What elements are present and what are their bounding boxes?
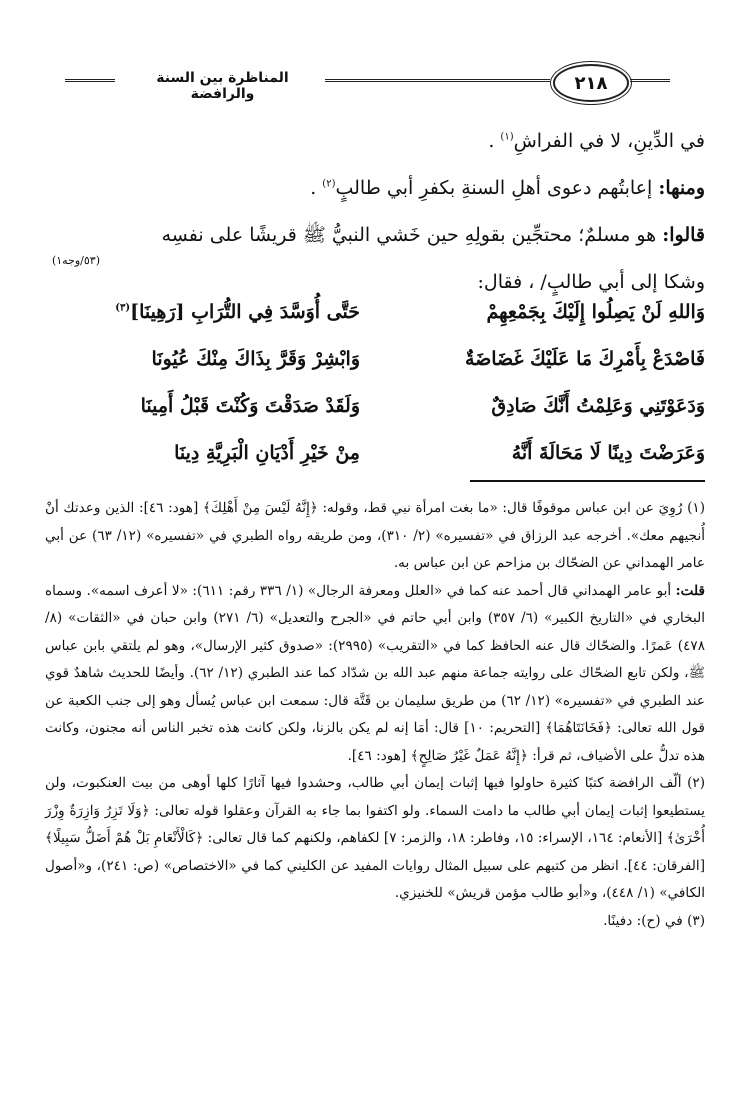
footnote-number: (٢) (687, 775, 705, 791)
header-rule-middle (325, 79, 550, 85)
poem (45, 288, 705, 476)
footnote-ref-3[interactable]: (٣) (115, 302, 131, 314)
footnote-separator (470, 480, 705, 482)
main-line-1: في الدِّينِ، لا في الفراشِ$^{(١)}$ . (488, 130, 705, 152)
footnote-3: (٣) في (ح): دفينًا. (603, 912, 705, 929)
running-title: المناظرة بين السنة والرافضة (156, 70, 289, 102)
header-rule-left (65, 79, 115, 85)
verse-second-hemistich: مِنْ خَيْرِ أَدْيَانِ الْبَرِيَّةِ دِينَا (174, 441, 360, 464)
page-number: ٢١٨ (553, 64, 629, 102)
footnote-number: (٣) (687, 912, 705, 929)
running-header (60, 62, 680, 102)
poem-verse (45, 429, 705, 476)
footnote-number: (١) (687, 500, 706, 516)
verse-first-hemistich: فَاصْدَعْ بِأَمْرِكَ مَا عَلَيْكَ غَضَاضَةٌ (464, 347, 705, 370)
manuscript-margin-note: (٥٣/وجه١) (51, 254, 100, 267)
main-text (45, 118, 705, 306)
verse-first-hemistich: وَاللهِ لَنْ يَصِلُوا إِلَيْكَ بِجَمْعِهِمْ (486, 300, 705, 323)
verse-second-hemistich: وَابْشِرْ وَقَرَّ بِذَاكَ مِنْكَ عُيُونَا (151, 347, 360, 370)
verse-first-hemistich: وَعَرَضْتَ دِينًا لَا مَحَالَةَ أَنَّهُ (511, 441, 705, 464)
verse-second-hemistich: حَتَّى أُوَسَّدَ فِي التُّرَابِ [رَهِينَا]$^{(٣)}$ (115, 300, 360, 323)
footnote-1-continued: قلت: أبو عامر الهمداني قال أحمد عنه كما في «العلل ومعرفة الرجال» (١/ ٣٣٦ رقم: ٦١١): «لا أعرف اسمه». وسماه البخاري في «التاريخ الكبير» (٦/ ٣٥٧) وابن أبي حاتم في «الجرح والتعديل» (٦/ ٢٧١) وابن حبان في «الثقات» (٨/ ٤٧٨) عَمرًا. والضحّاك قال عنه الحافظ كما في «التقريب» (٢٩٩٥): «صدوق كثير الإرسال»، وهو لم يلتقي بابن عباس ﷺ، ولكن تابع الضحّاك على روايته جماعة منهم عبد الله بن شدّاد كما عند الطبري (١٢/ ٦٢). وأيضًا للحديث شاهدٌ قوي عند الطبري في «تفسيره» (١٢/ ٦٢) من طريق سليمان بن قَتَّة قال: سمعت ابن عباس يُسأل وهو إلى جنب الكعبة عن قول الله تعالى: ﴿فَخَانَتَاهُمَا﴾ [التحريم: ١٠] قال: أمَا إنه لم يكن بالزنا، ولكن كانت هذه تخبر الناس أنه مجنون، وكانت هذه تدلُّ على الأضياف، ثم قرأ: ﴿إِنَّهُ عَمَلٌ غَيْرُ صَالِحٍ﴾ [هود: ٤٦]. (45, 582, 706, 764)
verse-first-hemistich: وَدَعَوْتَنِي وَعَلِمْتُ أَنَّكَ صَادِقٌ (491, 394, 705, 417)
poem-verse (45, 335, 705, 382)
main-line-2: ومنها: إعابتُهم دعوى أهلِ السنةِ بكفرِ أبي طالبٍ$^{(٢)}$ . (310, 177, 705, 199)
header-rule-right (630, 79, 670, 85)
footnotes (45, 495, 705, 935)
poem-verse (45, 382, 705, 429)
main-line-3: قالوا: هو مسلمٌ؛ محتجِّين بقولِهِ حين خَشي النبيُّ ﷺ قريشًا على نفسِه (161, 224, 705, 246)
main-line-4: وشكا إلى أبي طالبٍ/ ، فقال: (477, 271, 705, 293)
poem-verse (45, 288, 705, 335)
verse-second-hemistich: وَلَقَدْ صَدَقْتَ وَكُنْتَ قَبْلُ أَمِينَا (140, 394, 360, 417)
footnote-ref-1[interactable]: (١) (500, 131, 514, 143)
footnote-2: (٢) ألّف الرافضة كتبًا كثيرة حاولوا فيها إثبات إيمان أبي طالب، وحشدوا فيها آثارًا كلها أوهى من بيت العنكبوت، ولن يستطيعوا إثبات إيمان أبي طالب ما دامت السماء. ولو اكتفوا بما جاء به القرآن وعقلوا قوله تعالى: ﴿وَلَا تَزِرُ وَازِرَةٌ وِزْرَ أُخْرَىٰ﴾ [الأنعام: ١٦٤، الإسراء: ١٥، وفاطر: ١٨، والزمر: ٧] لكفاهم، ولكنهم كما قال تعالى: ﴿كَالْأَنْعَامِ بَلْ هُمْ أَضَلُّ سَبِيلًا﴾ [الفرقان: ٤٤]. انظر من كتبهم على سبيل المثال روايات المفيد عن الكليني كما في «الاختصاص» (ص: ٢٤١)، و«أصول الكافي» (١/ ٤٤٨)، و«أبو طالب مؤمن قريش» للخنيزي. (45, 775, 705, 901)
footnote-1: (١) رُوِيَ عن ابن عباس موقوفًا قال: «ما بغت امرأة نبي قط، وقوله: ﴿إِنَّهُ لَيْسَ مِنْ أَهْلِكَ﴾ [هود: ٤٦]: الذين وعدتك أنْ أُنجيهم معك». أخرجه عبد الرزاق في «تفسيره» (٢/ ٣١٠)، ومن طريقه رواه الطبري في «تفسيره» (١٢/ ٦٣) عن أبي عامر الهمداني عن الضحّاك بن مزاحم عن ابن عباس به. (45, 500, 706, 571)
footnote-ref-2[interactable]: (٢) (322, 178, 336, 190)
